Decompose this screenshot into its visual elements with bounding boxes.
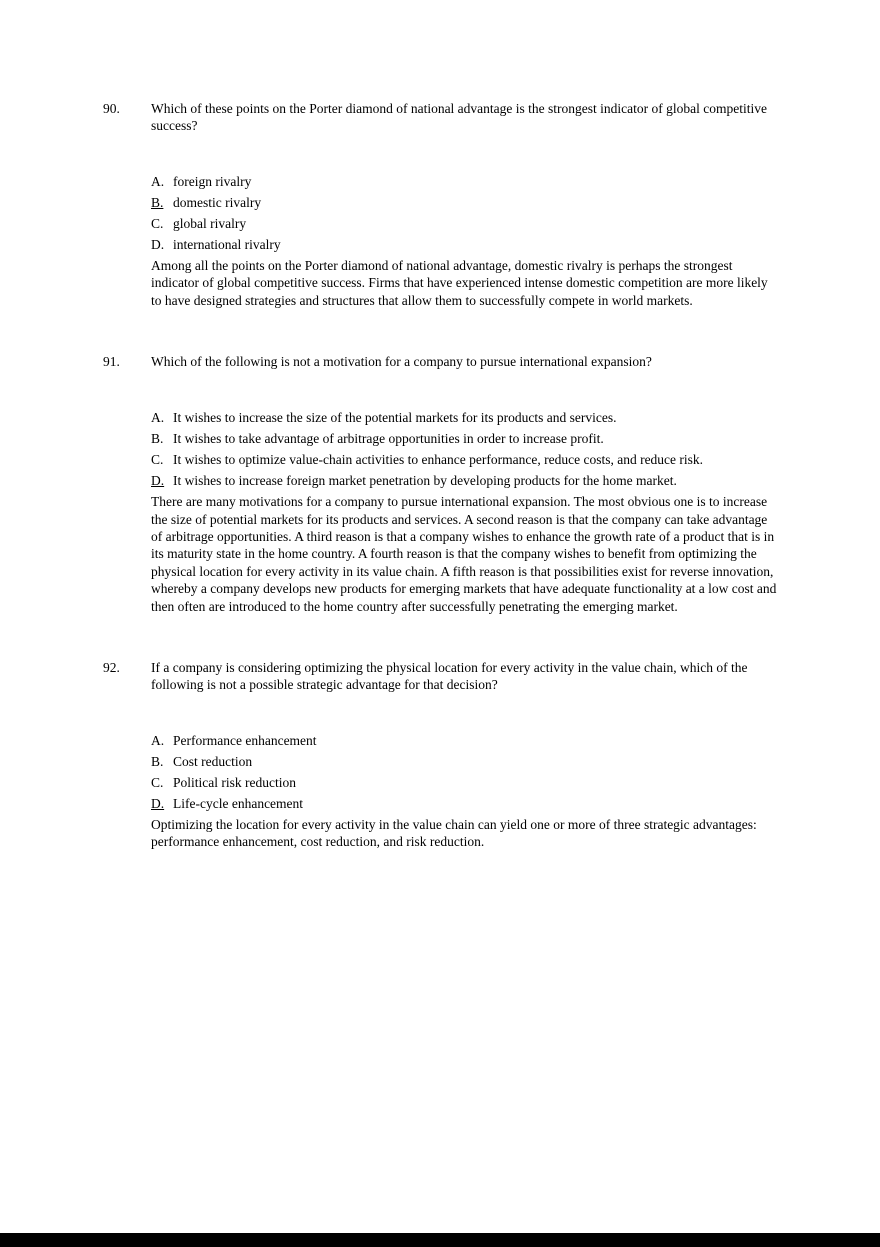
option-letter: A. [151,733,165,749]
question-block [103,100,779,309]
option-text: It wishes to increase foreign market penetration by developing products for the home market. [173,473,677,489]
option-text: Performance enhancement [173,733,317,749]
option-text: domestic rivalry [173,195,262,210]
answer-option [151,236,779,253]
answer-option [151,753,779,770]
question-body [151,732,779,851]
option-text: global rivalry [173,216,247,231]
answer-option [151,215,779,232]
question-number: 92. [103,660,120,676]
option-letter: B. [151,754,164,770]
option-letter: C. [151,216,164,231]
answer-option [151,430,779,447]
option-letter: D. [151,473,165,489]
question-explanation: Among all the points on the Porter diamond of national advantage, domestic rivalry is perhaps the strongest indicator of global competitive success. Firms that have experienced intense domestic competition are more likely to have designed strategies and structures that allow them to successfully compete in world markets. [151,258,768,308]
answer-options [151,173,779,253]
question-list [103,100,779,851]
answer-option [151,451,779,468]
option-text: Cost reduction [173,754,253,770]
option-letter: A. [151,174,165,189]
question-text: Which of the following is not a motivation for a company to pursue international expansion? [151,354,652,370]
option-letter: C. [151,775,164,791]
question-number: 91. [103,354,120,370]
option-text: It wishes to take advantage of arbitrage opportunities in order to increase profit. [173,431,604,447]
option-letter: C. [151,452,164,468]
answer-option [151,409,779,426]
question-header [103,659,779,693]
question-header [103,100,779,134]
question-body [151,173,779,309]
answer-option [151,774,779,791]
option-text: Life-cycle enhancement [173,796,304,812]
option-text: Political risk reduction [173,775,296,791]
question-block [103,353,779,615]
question-explanation: Optimizing the location for every activity in the value chain can yield one or more of three strategic advantages: performance enhancement, cost reduction, and risk reduction. [151,817,757,850]
question-explanation: There are many motivations for a company to pursue international expansion. The most obvious one is to increase the size of potential markets for its products and services. A second reason is that the company can take advantage of arbitrage opportunities. A third reason is that a company wishes to enhance the growth rate of a product that is in its maturity state in the home country. A fourth reason is that the company wishes to benefit from optimizing the physical location for every activity in its value chain. A fifth reason is that possibilities exist for reverse innovation, whereby a company develops new products for emerging markets that have adequate functionality at a low cost and then often are introduced to the home country after successfully penetrating the emerging market. [151,494,777,614]
answer-options [151,732,779,812]
bottom-bar [0,1233,880,1247]
option-text: It wishes to optimize value-chain activities to enhance performance, reduce costs, and reduce risk. [173,452,704,468]
option-letter: D. [151,796,165,812]
option-letter: B. [151,195,164,210]
option-text: It wishes to increase the size of the potential markets for its products and services. [173,410,617,426]
option-text: foreign rivalry [173,174,252,189]
question-number: 90. [103,101,120,116]
option-text: international rivalry [173,237,281,252]
question-header [103,353,779,370]
option-letter: A. [151,410,165,426]
answer-option [151,732,779,749]
answer-option [151,194,779,211]
answer-option [151,173,779,190]
answer-option [151,795,779,812]
option-letter: B. [151,431,164,447]
answer-options [151,409,779,489]
question-block [103,659,779,851]
option-letter: D. [151,237,165,252]
question-body [151,409,779,615]
question-text: Which of these points on the Porter diamond of national advantage is the strongest indicator of global competitive success? [151,101,767,133]
answer-option [151,472,779,489]
question-text: If a company is considering optimizing the physical location for every activity in the value chain, which of the following is not a possible strategic advantage for that decision? [151,660,748,693]
